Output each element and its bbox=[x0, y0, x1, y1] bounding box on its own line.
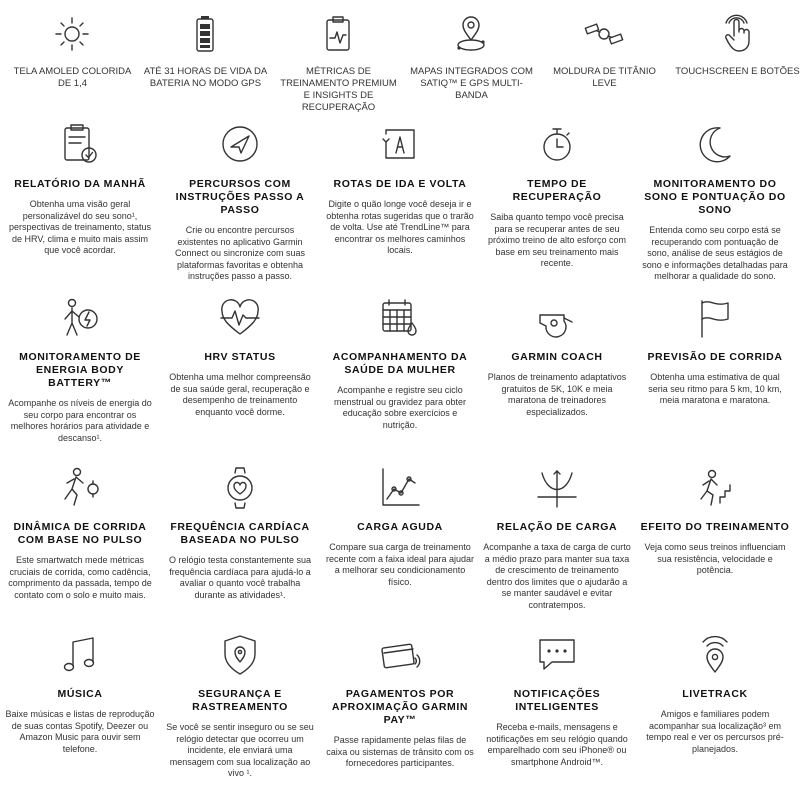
round-trip-icon bbox=[377, 122, 423, 168]
sun-icon bbox=[52, 14, 92, 54]
live-location-icon bbox=[692, 632, 738, 678]
feature-description: Planos de treinamento adaptativos gratuitos de 5K, 10K e meia maratona de treinadores especializados. bbox=[487, 372, 627, 417]
top-feature bbox=[671, 0, 800, 120]
top-feature-label: MAPAS INTEGRADOS COM SATIQ™ E GPS MULTI-BANDA bbox=[410, 66, 533, 101]
feature-title: EFEITO DO TREINAMENTO bbox=[640, 521, 790, 533]
music-note-icon bbox=[57, 632, 103, 678]
feature-title: MÚSICA bbox=[57, 688, 103, 700]
feature-music bbox=[5, 632, 155, 755]
feature-title: CARGA AGUDA bbox=[357, 521, 443, 533]
feature-description: Amigos e familiares podem acompanhar sua localização³ em tempo real e ver os percursos pré-planejados. bbox=[646, 709, 784, 754]
feature-safety-tracking bbox=[165, 632, 315, 780]
feature-title: TEMPO DE RECUPERAÇÃO bbox=[512, 178, 602, 203]
load-ratio-icon bbox=[534, 465, 580, 511]
touch-icon bbox=[717, 14, 757, 54]
feature-morning-report bbox=[5, 122, 155, 257]
feature-hrv-status bbox=[165, 295, 315, 418]
top-feature bbox=[139, 0, 272, 120]
top-feature-label: TELA AMOLED COLORIDA DE 1,4 bbox=[13, 66, 132, 89]
feature-title: LIVETRACK bbox=[682, 688, 748, 700]
feature-title: NOTIFICAÇÕES INTELIGENTES bbox=[513, 688, 601, 713]
feature-description: Obtenha uma estimativa de qual seria seu ritmo para 5 km, 10 km, meia maratona e maratona. bbox=[648, 372, 782, 405]
calendar-drop-icon bbox=[377, 295, 423, 341]
feature-title: PAGAMENTOS POR APROXIMAÇÃO GARMIN PAY™ bbox=[331, 688, 469, 726]
feature-title: MONITORAMENTO DO SONO E PONTUAÇÃO DO SONO bbox=[644, 178, 786, 216]
feature-description: Entenda como seu corpo está se recuperando com pontuação de sono, análise de seus estágios de sono e informações detalhadas para melhorar a qualidade do sono. bbox=[642, 225, 788, 281]
feature-running-dynamics bbox=[5, 465, 155, 601]
feature-training-effect bbox=[640, 465, 790, 577]
feature-description: Veja como seus treinos influenciam sua resistência, velocidade e potência. bbox=[644, 542, 786, 575]
top-feature-strip bbox=[0, 0, 800, 120]
feature-description: Baixe músicas e listas de reprodução de suas contas Spotify, Deezer ou Amazon Music para ouvir sem telefone. bbox=[5, 709, 155, 754]
feature-title: ACOMPANHAMENTO DA SAÚDE DA MULHER bbox=[332, 351, 468, 376]
feature-womens-health bbox=[325, 295, 475, 431]
contactless-card-icon bbox=[377, 632, 423, 678]
feature-race-predictor bbox=[640, 295, 790, 407]
body-battery-icon bbox=[57, 295, 103, 341]
navigation-arrow-icon bbox=[217, 122, 263, 168]
feature-title: PERCURSOS COM INSTRUÇÕES PASSO A PASSO bbox=[175, 178, 305, 216]
clipboard-chart-icon bbox=[318, 14, 358, 54]
feature-title: RELAÇÃO DE CARGA bbox=[496, 521, 618, 533]
feature-title: SEGURANÇA E RASTREAMENTO bbox=[192, 688, 288, 713]
top-feature bbox=[405, 0, 538, 120]
feature-recovery-time bbox=[482, 122, 632, 270]
feature-sleep-monitoring bbox=[640, 122, 790, 283]
feature-title: FREQUÊNCIA CARDÍACA BASEADA NO PULSO bbox=[170, 521, 310, 546]
feature-description: Obtenha uma melhor compreensão de sua saúde geral, recuperação e desempenho de treinamento enquanto você dorme. bbox=[169, 372, 311, 417]
feature-description: Obtenha uma visão geral personalizável do seu sono¹, perspectivas de treinamento, status de HRV, clima e muito mais assim que você acordar. bbox=[8, 199, 152, 255]
feature-description: Passe rapidamente pelas filas de caixa ou sistemas de trânsito com os fornecedores participantes. bbox=[326, 735, 474, 768]
feature-title: ROTAS DE IDA E VOLTA bbox=[333, 178, 467, 190]
feature-livetrack bbox=[640, 632, 790, 755]
feature-title: RELATÓRIO DA MANHÃ bbox=[14, 178, 146, 190]
feature-description: O relógio testa constantemente sua frequência cardíaca para ajudá-lo a avaliar o quanto você trabalha durante as atividades¹. bbox=[168, 555, 312, 600]
feature-load-ratio bbox=[482, 465, 632, 611]
shield-pin-icon bbox=[217, 632, 263, 678]
satellite-icon bbox=[584, 14, 624, 54]
top-feature-label: MOLDURA DE TITÂNIO LEVE bbox=[553, 66, 656, 89]
feature-description: Este smartwatch mede métricas cruciais de corrida, como cadência, comprimento da passada, tempo de contato com o solo e muito mais. bbox=[8, 555, 152, 600]
feature-description: Acompanhe os níveis de energia do seu corpo para encontrar os melhores horários para atividade e descanso¹. bbox=[8, 398, 152, 443]
feature-wrist-heart-rate bbox=[165, 465, 315, 601]
heart-pulse-icon bbox=[217, 295, 263, 341]
top-feature-label: ATÉ 31 HORAS DE VIDA DA BATERIA NO MODO GPS bbox=[143, 66, 268, 89]
flag-icon bbox=[692, 295, 738, 341]
chat-bubble-icon bbox=[534, 632, 580, 678]
whistle-icon bbox=[534, 295, 580, 341]
feature-title: MONITORAMENTO DE ENERGIA BODY BATTERY™ bbox=[19, 351, 141, 389]
feature-acute-load bbox=[325, 465, 475, 588]
feature-title: DINÂMICA DE CORRIDA COM BASE NO PULSO bbox=[13, 521, 147, 546]
top-feature bbox=[272, 0, 405, 120]
feature-title: PREVISÃO DE CORRIDA bbox=[647, 351, 783, 363]
feature-description: Digite o quão longe você deseja ir e obtenha rotas sugeridas que o trarão de volta. Use até TrendLine™ para encontrar os melhores caminhos locais. bbox=[326, 199, 474, 255]
training-effect-icon bbox=[692, 465, 738, 511]
runner-watch-icon bbox=[57, 465, 103, 511]
feature-description: Compare sua carga de treinamento recente com a faixa ideal para ajudar a melhorar seu condicionamento físico. bbox=[325, 542, 475, 587]
watch-heart-icon bbox=[217, 465, 263, 511]
feature-turn-by-turn bbox=[165, 122, 315, 283]
feature-description: Saiba quanto tempo você precisa para se recuperar antes de seu próximo treino de alto esforço com base em seu treinamento mais recente. bbox=[487, 212, 627, 268]
feature-description: Se você se sentir inseguro ou se seu relógio detectar que ocorreu um incidente, ele enviará uma mensagem com sua localização ao vivo ¹. bbox=[166, 722, 314, 778]
top-feature bbox=[538, 0, 671, 120]
battery-icon bbox=[185, 14, 225, 54]
line-graph-icon bbox=[377, 465, 423, 511]
feature-title: HRV STATUS bbox=[204, 351, 276, 363]
feature-description: Acompanhe e registre seu ciclo menstrual ou gravidez para obter educação sobre exercícios e nutrição. bbox=[333, 385, 467, 430]
map-pin-icon bbox=[451, 14, 491, 54]
feature-round-trip bbox=[325, 122, 475, 257]
top-feature-label: MÉTRICAS DE TREINAMENTO PREMIUM E INSIGHTS DE RECUPERAÇÃO bbox=[280, 66, 397, 113]
feature-smart-notifications bbox=[482, 632, 632, 768]
clipboard-check-icon bbox=[57, 122, 103, 168]
feature-description: Receba e-mails, mensagens e notificações em seu relógio quando emparelhado com seu iPhone® ou smartphone Android™. bbox=[486, 722, 628, 767]
moon-icon bbox=[692, 122, 738, 168]
feature-description: Acompanhe a taxa de carga de curto a médio prazo para manter sua taxa de crescimento de treinamento dentro dos limites que o ajudarão a se manter saudável e evitar contratempos. bbox=[483, 542, 631, 610]
feature-garmin-pay bbox=[325, 632, 475, 770]
stopwatch-icon bbox=[534, 122, 580, 168]
top-feature-label: TOUCHSCREEN E BOTÕES bbox=[675, 66, 800, 77]
feature-description: Crie ou encontre percursos existentes no aplicativo Garmin Connect ou sincronize com suas plataformas favoritas e obtenha instruções passo a passo. bbox=[174, 225, 306, 281]
feature-title: GARMIN COACH bbox=[511, 351, 603, 363]
top-feature bbox=[6, 0, 139, 120]
feature-body-battery bbox=[5, 295, 155, 444]
feature-garmin-coach bbox=[482, 295, 632, 418]
